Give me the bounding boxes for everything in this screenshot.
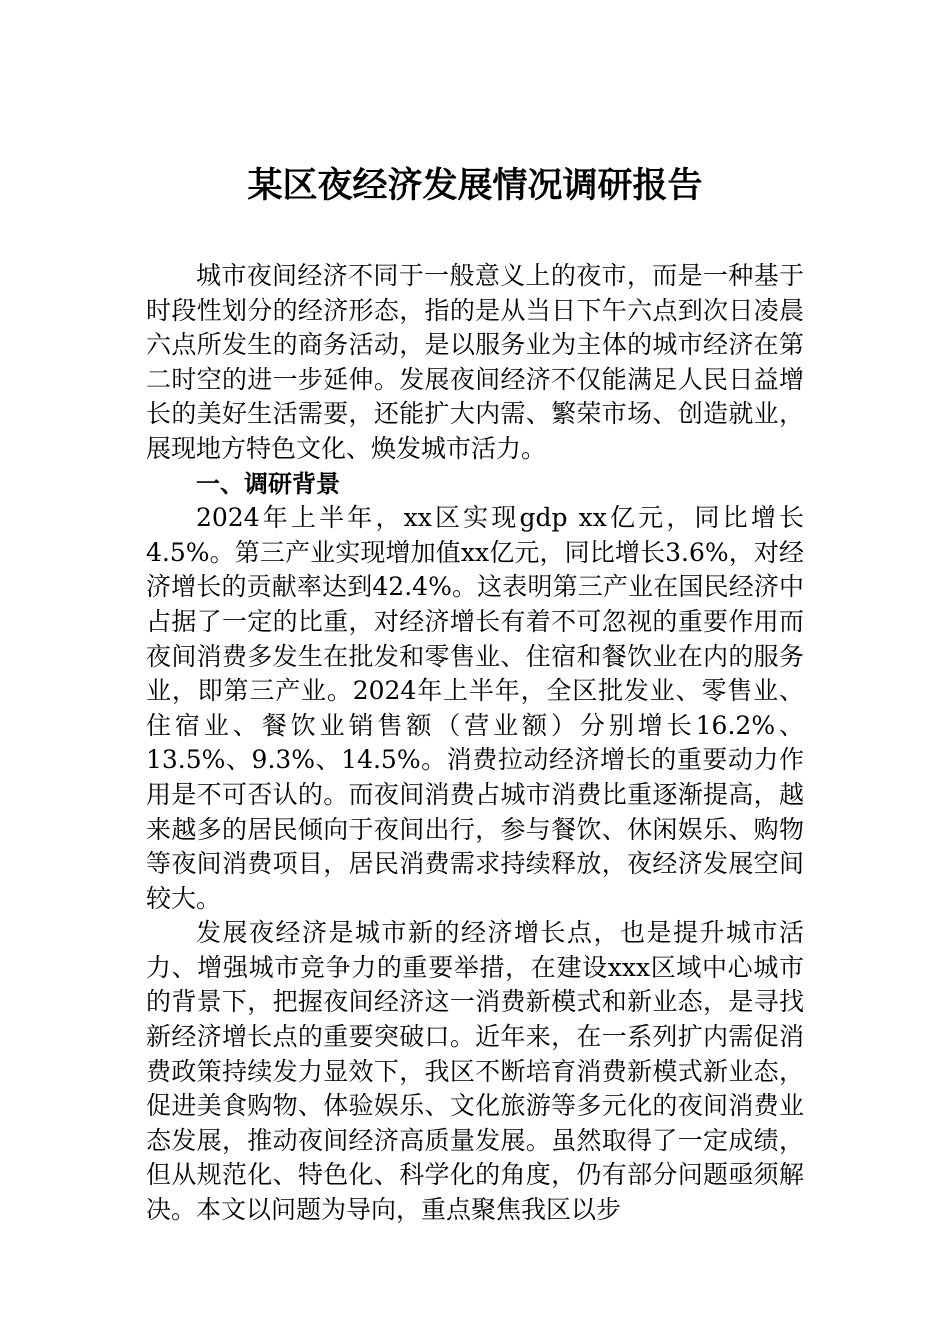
section-heading-background: 一、调研背景 — [196, 469, 340, 498]
intro-paragraph: 城市夜间经济不同于一般意义上的夜市，而是一种基于时段性划分的经济形态，指的是从当日下午六点到次日凌晨六点所发生的商务活动，是以服务业为主体的城市经济在第二时空的进一步延伸。发展夜间经济不仅能满足人民日益增长的美好生活需要，还能扩大内需、繁荣市场、创造就业，展现地方特色文化、焕发城市活力。 — [146, 261, 804, 463]
document-body — [146, 259, 804, 1228]
document-title: 某区夜经济发展情况调研报告 — [247, 165, 703, 206]
background-paragraph-1: 2024年上半年，xx区实现gdp xx亿元，同比增长4.5%。第三产业实现增加值xx亿元，同比增长3.6%，对经济增长的贡献率达到42.4%。这表明第三产业在国民经济中占据了一定的比重，对经济增长有着不可忽视的重要作用而夜间消费多发生在批发和零售业、住宿和餐饮业在内的服务业，即第三产业。2024年上半年，全区批发业、零售业、住宿业、餐饮业销售额（营业额）分别增长16.2%、13.5%、9.3%、14.5%。消费拉动经济增长的重要动力作用是不可否认的。而夜间消费占城市消费比重逐渐提高，越来越多的居民倾向于夜间出行，参与餐饮、休闲娱乐、购物等夜间消费项目，居民消费需求持续释放，夜经济发展空间较大。 — [146, 503, 804, 913]
background-paragraph-2: 发展夜经济是城市新的经济增长点，也是提升城市活力、增强城市竞争力的重要举措，在建设xxx区域中心城市的背景下，把握夜间经济这一消费新模式和新业态，是寻找新经济增长点的重要突破口。近年来，在一系列扩内需促消费政策持续发力显效下，我区不断培育消费新模式新业态，促进美食购物、体验娱乐、文化旅游等多元化的夜间消费业态发展，推动夜间经济高质量发展。虽然取得了一定成绩，但从规范化、特色化、科学化的角度，仍有部分问题亟须解决。本文以问题为导向，重点聚焦我区以步 — [146, 918, 804, 1225]
